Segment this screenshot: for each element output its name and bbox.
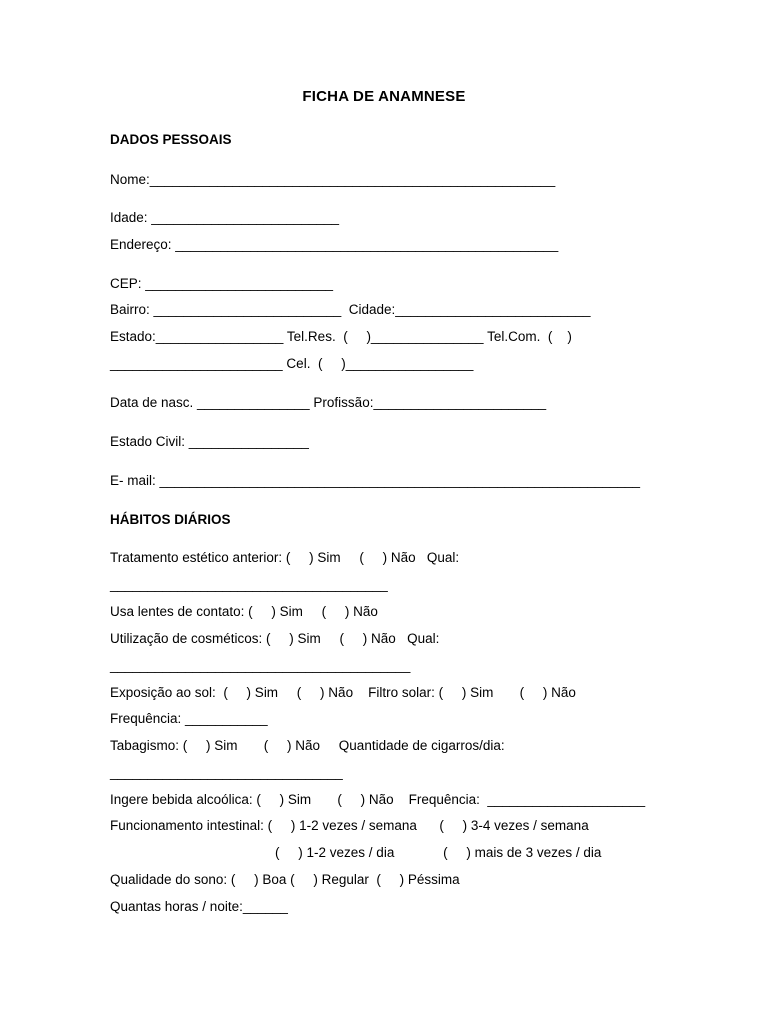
section-heading-habits: HÁBITOS DIÁRIOS bbox=[110, 512, 231, 527]
field-estado-telefones: Estado:_________________ Tel.Res. ( )_______________ Tel.Com. ( ) bbox=[110, 329, 572, 344]
field-nascimento-profissao: Data de nasc. _______________ Profissão:_______________________ bbox=[110, 395, 547, 410]
field-cosmeticos-qual-line: ________________________________________ bbox=[110, 658, 411, 673]
field-cep: CEP: _________________________ bbox=[110, 276, 333, 291]
field-tratamento-qual-line: _____________________________________ bbox=[110, 577, 388, 592]
field-tabagismo: Tabagismo: ( ) Sim ( ) Não Quantidade de cigarros/dia: bbox=[110, 738, 505, 753]
field-intestinal: Funcionamento intestinal: ( ) 1-2 vezes / semana ( ) 3-4 vezes / semana bbox=[110, 818, 589, 833]
field-cosmeticos: Utilização de cosméticos: ( ) Sim ( ) Não Qual: bbox=[110, 631, 440, 646]
field-bebida: Ingere bebida alcoólica: ( ) Sim ( ) Não Frequência: _____________________ bbox=[110, 792, 646, 807]
section-heading-personal: DADOS PESSOAIS bbox=[110, 132, 232, 147]
field-tabagismo-line: _______________________________ bbox=[110, 765, 343, 780]
field-bairro-cidade: Bairro: _________________________ Cidade:__________________________ bbox=[110, 302, 591, 317]
field-intestinal-daily: ( ) 1-2 vezes / dia ( ) mais de 3 vezes / dia bbox=[110, 845, 602, 860]
field-nome: Nome:______________________________________________________ bbox=[110, 172, 556, 187]
field-frequencia: Frequência: ___________ bbox=[110, 711, 268, 726]
field-endereco: Endereço: ___________________________________________________ bbox=[110, 237, 559, 252]
field-tratamento: Tratamento estético anterior: ( ) Sim ( ) Não Qual: bbox=[110, 550, 460, 565]
field-estado-civil: Estado Civil: ________________ bbox=[110, 434, 309, 449]
field-idade: Idade: _________________________ bbox=[110, 210, 339, 225]
field-horas-sono: Quantas horas / noite:______ bbox=[110, 899, 288, 914]
form-title: FICHA DE ANAMNESE bbox=[302, 88, 466, 105]
field-sono: Qualidade do sono: ( ) Boa ( ) Regular ( ) Péssima bbox=[110, 872, 460, 887]
field-telefone-celular: _______________________ Cel. ( )_________________ bbox=[110, 356, 474, 371]
field-email: E- mail: ________________________________________________________________ bbox=[110, 473, 641, 488]
field-lentes: Usa lentes de contato: ( ) Sim ( ) Não bbox=[110, 604, 378, 619]
field-exposicao-sol: Exposição ao sol: ( ) Sim ( ) Não Filtro solar: ( ) Sim ( ) Não bbox=[110, 685, 576, 700]
